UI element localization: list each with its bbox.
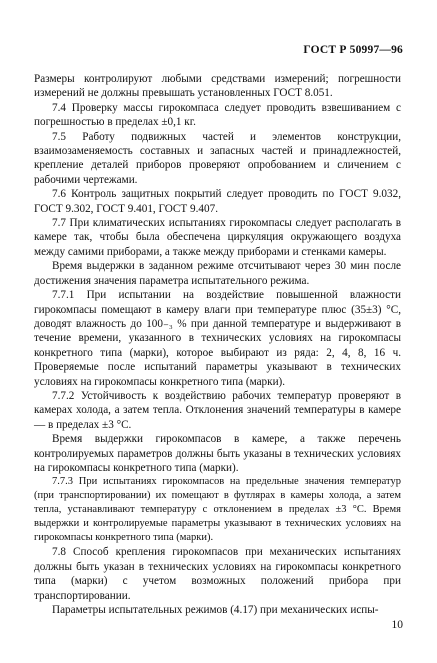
paragraph: Время выдержки в заданном режиме отсчитывают через 30 мин после достижения значения параметра испытательного режима.	[34, 260, 401, 287]
paragraph: Размеры контролируют любыми средствами измерений; погрешности измерений не должны превышать установленных ГОСТ 8.051.	[34, 73, 401, 100]
document-header: ГОСТ Р 50997—96	[303, 44, 403, 56]
paragraph: 7.7.2 Устойчивость к воздействию рабочих температур проверяют в камерах холода, а затем тепла. Отклонения значений температуры в камере — в пределах ±3 °С.	[34, 389, 401, 431]
paragraph: Время выдержки гирокомпасов в камере, а также перечень контролируемых параметров должны быть указаны в технических условиях на гирокомпасы конкретного типа (марки).	[34, 433, 401, 474]
paragraph: 7.8 Способ крепления гирокомпасов при механических испытаниях должны быть указан в технических условиях на гирокомпасы конкретного типа (марки) с учетом возможных положений прибора при транспортировании.	[34, 546, 401, 602]
paragraph: Параметры испытательных режимов (4.17) при механических испы-	[52, 604, 379, 616]
paragraph: 7.5 Работу подвижных частей и элементов конструкции, взаимозаменяемость составных и запасных частей и принадлежностей, крепление деталей приборов проверяют опробованием и сличением с рабочими чертежами.	[34, 130, 401, 186]
document-body	[34, 72, 401, 617]
paragraph: 7.7.1 При испытании на воздействие повышенной влажности гирокомпасы помещают в камеру влаги при температуре плюс (35±3) °С, доводят влажность до 100₋₃ % при данной температуре и выдерживают в течение времени, указанного в технических условиях на гирокомпасы конкретного типа (марки), которое выбирают из ряда: 2, 4, 8, 16 ч. Проверяемые после испытаний параметры указывают в технических условиях на гирокомпасы конкретного типа (марки).	[34, 289, 401, 388]
paragraph: 7.7.3 При испытаниях гирокомпасов на предельные значения температур (при транспортировании) их помещают в футлярах в камеры холода, а затем тепла, устанавливают температуру с отклонением в пределах ±3 °С. Время выдержки и контролируемые параметры указывают в технических условиях на гирокомпасы конкретного типа (марки).	[34, 476, 401, 544]
paragraph: 7.6 Контроль защитных покрытий следует проводить по ГОСТ 9.032, ГОСТ 9.302, ГОСТ 9.401, ГОСТ 9.407.	[34, 188, 401, 215]
paragraph: 7.7 При климатических испытаниях гирокомпасы следует располагать в камере так, чтобы была обеспечена циркуляция окружающего воздуха между самими приборами, а также между приборами и стенками камеры.	[34, 217, 401, 258]
paragraph: 7.4 Проверку массы гирокомпаса следует проводить взвешиванием с погрешностью в пределах ±0,1 кг.	[34, 101, 401, 129]
page-number: 10	[391, 619, 403, 631]
